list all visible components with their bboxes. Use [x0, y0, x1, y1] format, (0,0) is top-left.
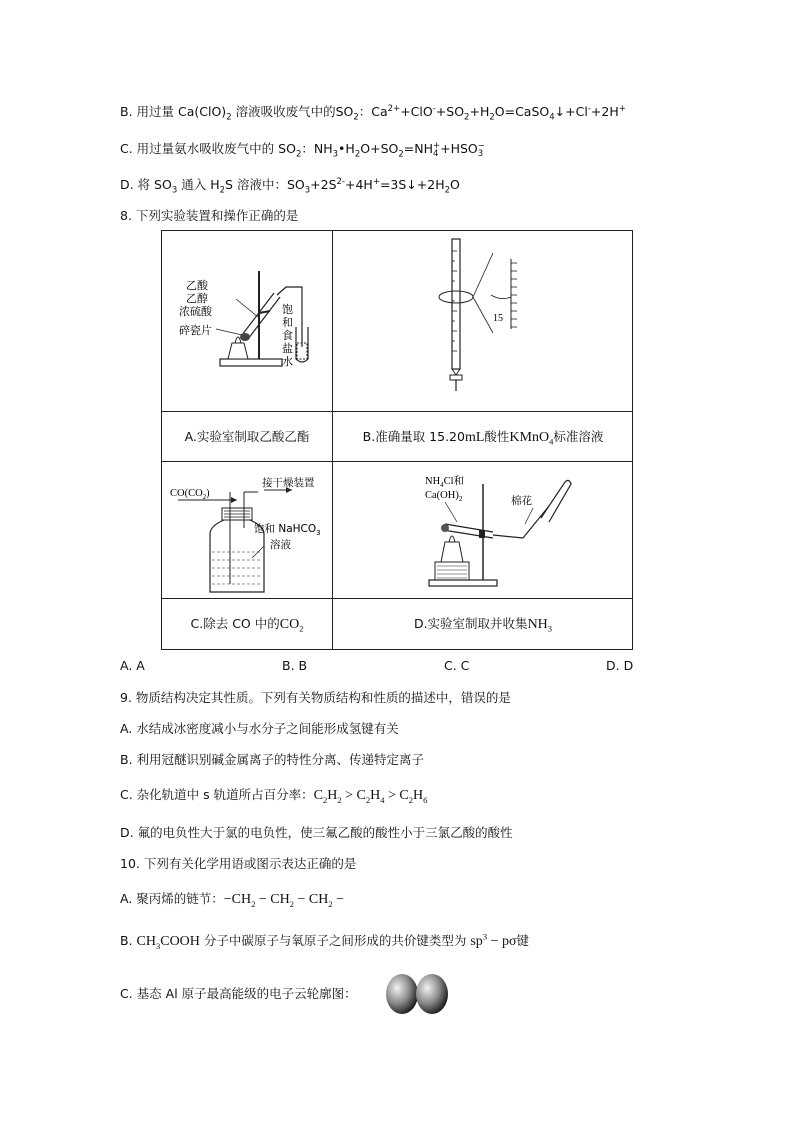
label-food: 食 — [282, 329, 293, 342]
answer-choice-c[interactable]: C. C — [444, 658, 470, 673]
question-9-option-c: C. 杂化轨道中 s 轨道所占百分率：$C_2H_2 > C_2H_4 > C_2H_6$ — [120, 787, 428, 805]
question-8-stem: 8. 下列实验装置和操作正确的是 — [120, 208, 299, 223]
answer-choice-a[interactable]: A. A — [120, 658, 145, 673]
label-co-inlet: $CO(CO_2)$ — [170, 488, 210, 501]
question-9-stem: 9. 物质结构决定其性质。下列有关物质结构和性质的描述中，错误的是 — [120, 690, 511, 705]
label-nh4cl: $NH_4Cl$和 — [425, 476, 465, 489]
option-c-line: C. 用过量氨水吸收废气中的 $SO_2$：$NH_3•H_2O+SO_2=NH+$ 4 +HSO− 3 — [120, 140, 485, 160]
label-saturated: 饱 — [282, 303, 293, 316]
question-9-option-b: B. 利用冠醚识别碱金属离子的特性分离、传递特定离子 — [120, 752, 425, 767]
p-orbital-icon — [385, 972, 449, 1016]
label-and: 和 — [282, 316, 293, 329]
table-divider — [162, 411, 632, 412]
label-sulfuric-acid: 浓硫酸 — [179, 305, 212, 318]
table-divider — [162, 598, 632, 599]
answer-choice-b[interactable]: B. B — [282, 658, 308, 673]
caption-a: A.实验室制取乙酸乙酯 — [184, 429, 310, 444]
label-nahco3: 饱和 NaHCO$_3$ — [254, 523, 321, 537]
question-10-option-c: C. 基态 Al 原子最高能级的电子云轮廓图： — [120, 986, 357, 1001]
burette-tick-15: 15 — [493, 313, 503, 324]
option-d-line: D. 将 $SO_3$ 通入 $H_2S$ 溶液中：$SO_3+2S^{2-}+4H^+=3S↓+2H_2O$ — [120, 176, 460, 196]
label-cotton: 棉花 — [511, 495, 532, 507]
caption-b: B.准确量取 15.20mL酸性KMnO$_4$标准溶液 — [362, 429, 604, 447]
label-caoh2: $Ca(OH)_2$ — [425, 490, 463, 503]
label-solution: 溶液 — [270, 539, 291, 551]
ammonia-apparatus-diagram — [333, 462, 633, 598]
label-salt: 盐 — [282, 342, 293, 355]
label-porcelain: 碎瓷片 — [179, 324, 212, 337]
caption-c: C.除去 CO 中的$CO_2$ — [190, 616, 304, 634]
ester-apparatus-diagram — [162, 231, 332, 411]
label-ethanol: 乙醇 — [186, 292, 208, 305]
question-9-option-d: D. 氟的电负性大于氯的电负性，使三氟乙酸的酸性小于三氯乙酸的酸性 — [120, 825, 513, 840]
apparatus-table — [161, 230, 633, 650]
label-water: 水 — [282, 355, 293, 368]
option-b-line: B. 用过量 $Ca(ClO)_2$ 溶液吸收废气中的$SO_2$：$Ca^{2+}+ClO^-+SO_2+H_2O=CaSO_4↓+Cl^-+2H^+$ — [120, 103, 626, 123]
burette-diagram — [333, 231, 633, 411]
question-10-option-b: B. $CH_3COOH$ 分子中碳原子与氧原子之间形成的共价键类型为 $sp^3 - p\sigma$键 — [120, 931, 530, 951]
question-10-option-a: A. 聚丙烯的链节：$-CH_2 - CH_2 - CH_2$ − — [120, 891, 344, 909]
gas-washing-bottle-diagram — [162, 462, 332, 598]
caption-d: D.实验室制取并收集$NH_3$ — [413, 616, 553, 634]
question-9-option-a: A. 水结成冰密度减小与水分子之间能形成氢键有关 — [120, 721, 399, 736]
label-acetic-acid: 乙酸 — [186, 279, 208, 292]
question-10-stem: 10. 下列有关化学用语或图示表达正确的是 — [120, 856, 357, 871]
answer-choice-d[interactable]: D. D — [606, 658, 634, 673]
label-to-dryer: 接干燥装置 — [262, 477, 315, 489]
